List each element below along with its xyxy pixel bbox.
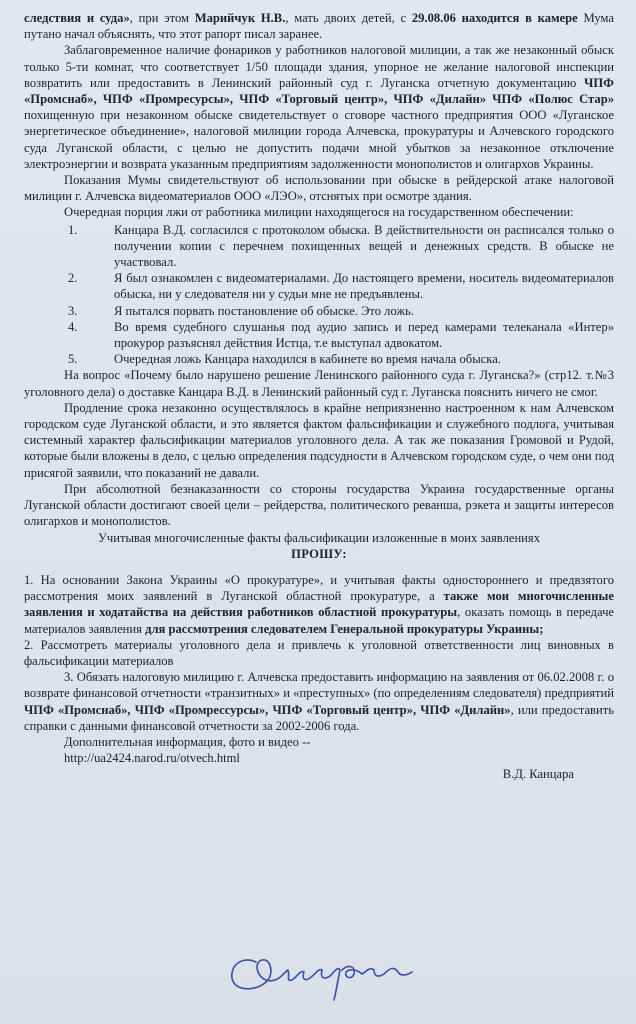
request-item-3 <box>24 669 614 734</box>
bold-text-run: также мои многочисленные заявления и ходатайства на действия работников областной прокуратуры <box>24 589 614 620</box>
text-run: , или предоставить справки с данными финансовой отчетности за 2002-2006 года. <box>24 702 614 733</box>
text-run: 1. На основании Закона Украины «О прокуратуре», и учитывая факты одностороннего и предвзятого рассмотрения моих заявлений в Луганской областной прокуратуре, а <box>24 572 614 604</box>
list-item <box>24 351 614 367</box>
text-run: , мать двоих детей, с <box>285 11 412 25</box>
paragraph-muma-testimony: Показания Мумы свидетельствуют об использовании при обыске в рейдерской атаке налоговой милиции г. Алчевска видеоматериалов ООО «ЛЭО», отснятых при осмотре здания. <box>24 173 614 204</box>
list-item <box>24 319 614 351</box>
list-item-text: Я пытался порвать постановление об обыске. Это ложь. <box>114 303 415 318</box>
request-item-2: 2. Рассмотреть материалы уголовного дела и привлечь к уголовной ответственности лиц виновных в фальсификации материалов <box>24 637 614 668</box>
bold-text-run: следствия и суда» <box>24 11 130 25</box>
request-item-1 <box>24 572 614 637</box>
text-run: Заблаговременное наличие фонариков у работников налоговой милиции, а так же незаконный обыск только 5-ти комнат, что соответствует 1/50 площади здания, упорное не желание налоговой инспекции возвратить или предоставить в Ленинский районный суд г. Луганска отчетную документацию <box>24 43 614 90</box>
list-item <box>24 270 614 302</box>
paragraph-extension: Продление срока незаконно осуществлялось в крайне неприязненно настроенном к нам Алчевском городском суде Луганской области, и это является фактом фальсификации и служебного подлога, учитывая системный характер фальсификации материалов уголовного дела. А так же показания Громовой и Рудой, которые были вложены в дело, с целью определения подсудности в Алчевском городском суде, о чем они под присягой заявили, что показаний не давали. <box>24 400 614 480</box>
list-item-number: 3. <box>68 303 78 318</box>
bold-text-run: ЧПФ «Промснаб», ЧПФ «Промрессурсы», ЧПФ «Торговый центр», ЧПФ «Дилайн» <box>24 702 511 717</box>
list-item-text: Во время судебного слушанья под аудио запись и перед камерами телеканала «Интер» прокурор разъяснял действия Истца, т.е выступал адвокатом. <box>114 319 614 351</box>
list-item-number: 4. <box>68 319 78 334</box>
lies-list <box>24 222 614 368</box>
paragraph-flashlights <box>24 42 614 172</box>
text-run: , при этом <box>129 11 195 25</box>
bold-text-run: 29.08.06 находится в камере <box>411 11 578 25</box>
list-item-number: 1. <box>68 222 78 237</box>
list-item <box>24 303 614 319</box>
list-item-text: Очередная ложь Канцара находился в кабинете во время начала обыска. <box>114 352 501 367</box>
document-body <box>24 10 614 783</box>
paragraph-lies-intro: Очередная порция лжи от работника милиции находящегося на государственном обеспечении: <box>64 205 574 220</box>
paragraph-intro <box>24 10 614 42</box>
paragraph-impunity: При абсолютной безнаказанности со стороны государства Украина государственные органы Луганской области достигают своей цели – рейдерства, политического реванша, рэкета и защиты интересов олигархов и монополистов. <box>24 481 614 529</box>
spacer <box>24 562 614 572</box>
text-run: 3. Обязать налоговую милицию г. Алчевска предоставить информацию на заявления от 06.02.2008 г. о возврате финансовой отчетности «транзитных» и «преступных» (по определениям следователя) предприятий <box>24 670 614 701</box>
extra-info: Дополнительная информация, фото и видео -- <box>64 734 311 749</box>
list-item-text: Канцара В.Д. согласился с протоколом обыска. В действительности он расписался только о получении копии с перечнем похищенных вещей и денежных средств. В обыске не участвовал. <box>114 222 614 270</box>
list-item-number: 2. <box>68 271 78 286</box>
list-item-text: Я был ознакомлен с видеоматериалами. До настоящего времени, носитель видеоматериалов обыска, ни у следователя ни у судьи мне не предъявлены. <box>114 271 614 302</box>
text-run: , оказать помощь в передаче материалов заявления <box>24 605 614 636</box>
request-heading: ПРОШУ: <box>291 546 347 561</box>
bold-text-run: ЧПФ «Промснаб», ЧПФ «Промресурсы», ЧПФ «Торговый центр», ЧПФ «Дилайн» ЧПФ «Полюс Стар» <box>24 75 614 107</box>
info-link[interactable]: http://ua2424.narod.ru/otvech.html <box>64 751 240 766</box>
text-run: похищенную при незаконном обыске свидетельствует о сговоре частного предприятия ООО «Луганское энергетическое объединение», налоговой милиции города Алчевска, прокуратуры и Алчевского городского суда Луганской области, с целью не допустить подачи мной убытков за незаконное отключение электроэнергии и возврата указанным предприятиям задолженности монополистов и олигархов Украины. <box>24 108 614 171</box>
list-item <box>24 222 614 271</box>
list-item-number: 5. <box>68 352 78 367</box>
bold-text-run: Марийчук Н.В. <box>194 11 286 25</box>
paragraph-considering: Учитывая многочисленные факты фальсификации изложенные в моих заявлениях <box>97 530 541 545</box>
signer-name: В.Д. Канцара <box>502 767 574 782</box>
text-run: Мума путано начал объяснять, что этот рапорт писал заранее. <box>24 11 615 42</box>
bold-text-run: для рассмотрения следователем Генеральной прокуратуры Украины; <box>145 621 544 636</box>
paragraph-question: На вопрос «Почему было нарушено решение Ленинского районного суда г. Луганска?» (стр12. т.№3 уголовного дела) о доставке Канцара В.Д. в Ленинский районный суд г. Луганска пояснить ничего не смог. <box>24 368 614 399</box>
handwritten-signature <box>222 936 442 1006</box>
